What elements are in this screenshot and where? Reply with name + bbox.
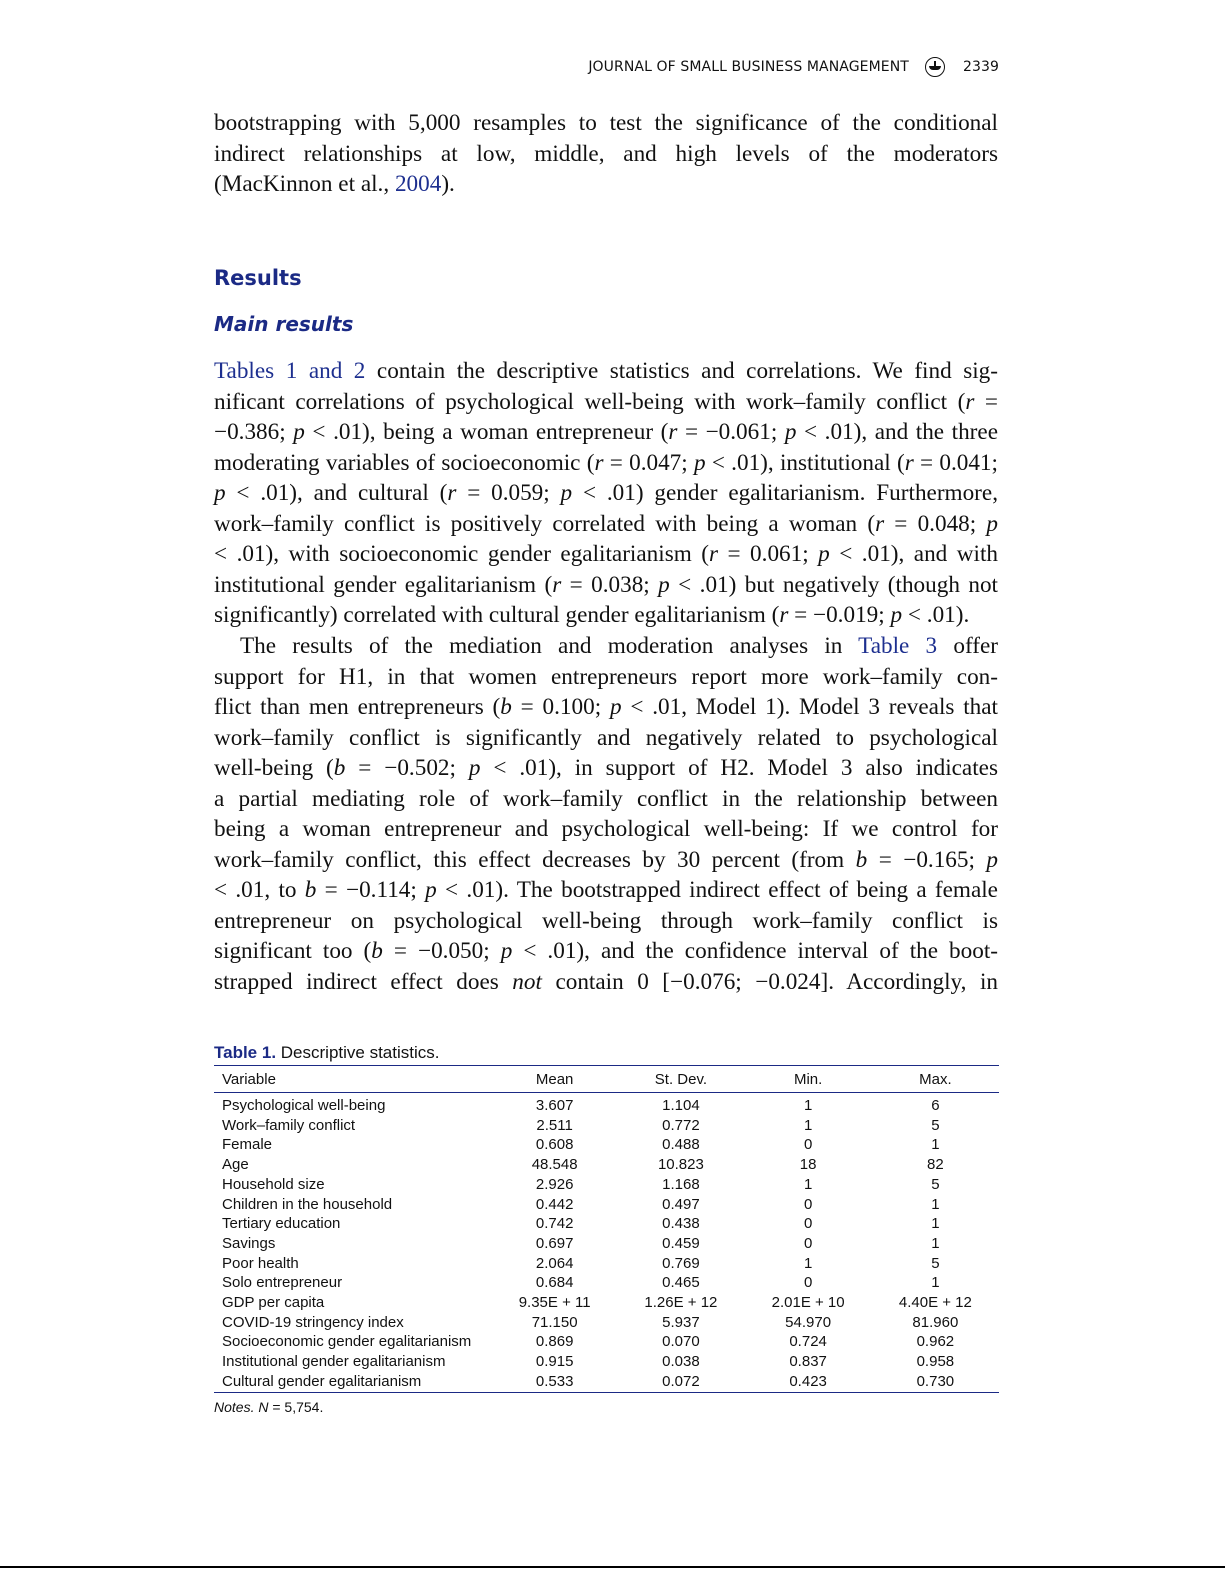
page-bottom-edge <box>0 1566 1225 1568</box>
table-cell: 54.970 <box>785 1313 832 1331</box>
table-cell: 0 <box>803 1215 813 1233</box>
citation-link[interactable]: Table 3 <box>858 633 938 659</box>
text-run: being a woman entrepreneur and psychological well-being: If we control for <box>214 816 998 842</box>
italic-symbol: p <box>693 449 706 476</box>
publisher-logo-icon <box>925 57 945 77</box>
text-run: nificant correlations of psychological well-being with work–family conflict ( <box>214 388 966 415</box>
table-cell: 2.511 <box>536 1116 573 1134</box>
text-run: significantly) correlated with cultural gender egalitarianism ( <box>214 602 780 628</box>
table-cell: 0.442 <box>535 1195 574 1213</box>
text-line <box>214 387 998 418</box>
text-run: = −0.061; <box>677 419 785 445</box>
table-cell: 3.607 <box>535 1097 574 1114</box>
text-run: flict than men entrepreneurs ( <box>214 694 501 720</box>
text-run: well-being ( <box>214 755 334 781</box>
text-run: = 0.048; <box>884 510 987 537</box>
italic-symbol: b <box>304 877 317 903</box>
text-line <box>214 417 998 448</box>
table-cell: 6 <box>931 1097 940 1114</box>
variable-name: Work–family conflict <box>222 1116 356 1134</box>
table-cell: 1 <box>803 1116 813 1134</box>
text-run: work–family conflict, this effect decreases by 30 percent (from <box>214 846 856 873</box>
variable-name: Female <box>222 1136 273 1154</box>
table-cell: 48.548 <box>531 1156 578 1174</box>
text-run: significant too ( <box>214 938 372 964</box>
italic-symbol: p <box>784 419 797 445</box>
table-row <box>214 1372 999 1392</box>
italic-symbol: p <box>890 602 903 628</box>
table-cell: 71.150 <box>531 1313 578 1331</box>
italic-symbol: r <box>779 602 789 628</box>
italic-symbol: p <box>658 571 670 598</box>
table-row <box>214 1155 999 1175</box>
italic-symbol: p <box>293 419 305 445</box>
variable-name: Psychological well-being <box>222 1097 386 1114</box>
text-line <box>214 478 998 509</box>
text-line <box>214 139 998 170</box>
table-row <box>214 1332 999 1352</box>
text-line <box>214 814 998 845</box>
table-row <box>214 1352 999 1372</box>
variable-name: COVID-19 stringency index <box>222 1313 404 1331</box>
table-cell: 10.823 <box>657 1156 704 1174</box>
text-line <box>214 539 998 570</box>
text-run: < .01), institutional ( <box>705 449 905 476</box>
variable-name: Cultural gender egalitarianism <box>222 1372 422 1390</box>
table-cell: 1 <box>931 1274 940 1292</box>
table-cell: 0.730 <box>916 1372 955 1390</box>
paragraph-mediation <box>214 631 998 997</box>
variable-name: Household size <box>222 1175 325 1193</box>
text-run: bootstrapping with 5,000 resamples to test the significance of the conditional <box>214 110 998 136</box>
table-cell: 0.772 <box>662 1116 700 1134</box>
table-cell: 0.962 <box>916 1333 955 1351</box>
table-cell: 0.070 <box>662 1333 700 1351</box>
table-row <box>214 1195 999 1215</box>
table-cell: 82 <box>927 1156 944 1174</box>
text-run: offer <box>937 633 998 659</box>
table-cell: 1.104 <box>662 1097 700 1114</box>
text-run: < .01). <box>902 602 970 628</box>
table-cell: 0.869 <box>535 1333 574 1351</box>
table-cell: 0 <box>803 1274 813 1292</box>
variable-name: Poor health <box>222 1254 299 1272</box>
text-line <box>214 356 998 387</box>
table-cell: 0.915 <box>535 1353 574 1371</box>
italic-symbol: b <box>371 938 383 964</box>
table-cell: 1 <box>931 1195 940 1213</box>
text-run: < .01, to <box>214 877 305 903</box>
text-run: = −0.502; <box>345 755 469 781</box>
italic-symbol: p <box>986 846 998 873</box>
table-cell: 4.40E + 12 <box>898 1294 972 1312</box>
text-run: work–family conflict is positively correlated with being a woman ( <box>214 510 876 537</box>
notes-label: Notes. N <box>214 1398 269 1415</box>
italic-symbol: p <box>425 877 437 903</box>
subsection-heading: Main results <box>214 312 354 336</box>
citation-link[interactable]: Tables 1 and 2 <box>214 358 366 384</box>
paragraph-descriptives <box>214 356 998 631</box>
paragraph-top <box>214 108 998 200</box>
table-cell: 2.01E + 10 <box>771 1294 845 1312</box>
variable-name: Socioeconomic gender egalitarianism <box>222 1333 472 1351</box>
section-heading: Results <box>214 266 302 290</box>
text-run: (MacKinnon et al., <box>214 171 395 197</box>
text-run: indirect relationships at low, middle, and high levels of the moderators <box>214 140 998 167</box>
italic-symbol: r <box>447 480 457 506</box>
table-cell: 0.459 <box>662 1234 700 1252</box>
table-notes <box>214 1399 999 1415</box>
table-row <box>214 1234 999 1254</box>
table-cell: 2.064 <box>535 1254 574 1272</box>
table-cell: 0.697 <box>535 1234 574 1252</box>
table-cell: 1.168 <box>662 1175 700 1193</box>
text-run: = −0.050; <box>382 938 501 964</box>
text-line <box>214 723 998 754</box>
table-cell: 0.533 <box>535 1372 574 1390</box>
table-cell: 0.742 <box>535 1215 574 1233</box>
table-cell: 0.724 <box>789 1333 827 1351</box>
italic-symbol: p <box>468 755 481 781</box>
table-row <box>214 1313 999 1333</box>
journal-title: JOURNAL OF SMALL BUSINESS MANAGEMENT <box>588 59 909 75</box>
text-run: strapped indirect effect does <box>214 968 513 995</box>
text-run: The results of the mediation and moderation analyses in <box>240 633 859 659</box>
text-run: = 0.100; <box>511 694 610 720</box>
descriptive-statistics-table <box>214 1040 999 1415</box>
table-cell: 18 <box>799 1156 817 1174</box>
table-cell: 5 <box>931 1175 940 1193</box>
text-run: = <box>974 388 999 415</box>
text-run: moderating variables of socioeconomic ( <box>214 449 595 476</box>
text-line <box>214 662 998 693</box>
variable-name: Solo entrepreneur <box>222 1274 343 1292</box>
variable-name: Age <box>222 1156 249 1174</box>
text-run: < .01), and cultural ( <box>225 480 448 506</box>
table-cell: 1.26E + 12 <box>644 1294 718 1312</box>
citation-link[interactable]: 2004 <box>394 171 442 197</box>
italic-symbol: b <box>855 846 868 873</box>
italic-symbol: b <box>333 755 346 781</box>
text-line <box>214 108 998 139</box>
text-line <box>214 875 998 906</box>
table-cell: 0.837 <box>789 1353 827 1371</box>
table-row <box>214 1116 999 1136</box>
table-row <box>214 1175 999 1195</box>
text-run: ). <box>441 171 455 197</box>
table-cell: 1 <box>803 1254 813 1272</box>
table-label: Table 1. <box>214 1043 277 1062</box>
notes-value: = 5,754. <box>268 1398 324 1415</box>
column-header: Mean <box>535 1070 574 1088</box>
table-cell: 0.072 <box>662 1372 700 1390</box>
text-line <box>214 845 998 876</box>
text-run: contain the descriptive statistics and correlations. We find sig- <box>365 358 998 384</box>
table-cell: 5 <box>931 1254 940 1272</box>
column-header: Variable <box>222 1070 276 1088</box>
table-row <box>214 1214 999 1234</box>
italic-symbol: r <box>875 510 885 537</box>
text-run: = 0.038; <box>561 571 659 598</box>
table-cell: 1 <box>931 1136 940 1154</box>
table-cell: 5.937 <box>662 1313 700 1331</box>
text-run: work–family conflict is significantly and negatively related to psychological <box>214 724 998 751</box>
text-run: < .01), with socioeconomic gender egalitarianism ( <box>214 541 709 567</box>
table-cell: 1 <box>931 1234 940 1252</box>
text-line <box>214 967 998 998</box>
text-run: < .01) but negatively (though not <box>669 571 998 598</box>
table-cell: 1 <box>931 1215 940 1233</box>
text-run: = 0.047; <box>603 449 694 476</box>
table-cell: 0.497 <box>662 1195 700 1213</box>
table-cell: 0.608 <box>535 1136 574 1154</box>
table-cell: 0.423 <box>789 1372 827 1390</box>
table-cell: 81.960 <box>912 1313 959 1331</box>
text-run: < .01), and with <box>829 541 998 567</box>
text-line <box>214 169 998 200</box>
variable-name: Children in the household <box>222 1195 393 1213</box>
italic-symbol: p <box>986 510 998 537</box>
italic-symbol: b <box>500 694 512 720</box>
text-line <box>214 600 998 631</box>
text-run: < .01) gender egalitarianism. Furthermore, <box>572 480 998 506</box>
text-line <box>214 906 998 937</box>
text-run: entrepreneur on psychological well-being through work–family conflict is <box>214 907 998 934</box>
text-run: < .01), being a woman entrepreneur ( <box>304 419 669 445</box>
italic-symbol: r <box>965 388 975 415</box>
italic-symbol: p <box>818 541 830 567</box>
text-line <box>214 753 998 784</box>
table-cell: 0.438 <box>662 1215 700 1233</box>
italic-symbol: p <box>560 480 573 506</box>
table-cell: 5 <box>931 1116 940 1134</box>
italic-symbol: r <box>904 449 914 476</box>
text-line <box>214 509 998 540</box>
column-header: Min. <box>793 1070 823 1088</box>
table-caption <box>214 1040 999 1065</box>
table-cell: 0.684 <box>535 1274 574 1292</box>
text-run: < .01), and the three <box>796 419 998 445</box>
page-number: 2339 <box>962 59 999 75</box>
table-cell: 0.038 <box>662 1353 700 1371</box>
column-header: St. Dev. <box>654 1070 708 1088</box>
text-run: = 0.041; <box>913 449 998 476</box>
text-line <box>214 692 998 723</box>
text-run: −0.386; <box>214 419 294 445</box>
table-cell: 1 <box>803 1097 813 1114</box>
text-run: < .01, Model 1). Model 3 reveals that <box>621 694 998 720</box>
running-header <box>588 57 999 77</box>
table-row <box>214 1093 999 1116</box>
table-row <box>214 1254 999 1274</box>
table-cell: 1 <box>803 1175 813 1193</box>
table-cell: 0 <box>803 1195 813 1213</box>
table-title: Descriptive statistics. <box>276 1043 440 1062</box>
table-row <box>214 1273 999 1293</box>
italic-symbol: p <box>500 938 513 964</box>
text-run: = 0.059; <box>456 480 561 506</box>
text-run: < .01). The bootstrapped indirect effect of being a female <box>436 877 998 903</box>
table-cell: 0.488 <box>662 1136 700 1154</box>
text-run: < .01), and the confidence interval of the boot- <box>512 938 999 964</box>
table-row <box>214 1293 999 1313</box>
text-line <box>214 570 998 601</box>
text-run: = 0.061; <box>718 541 819 567</box>
italic-symbol: r <box>552 571 562 598</box>
table-cell: 0.465 <box>662 1274 700 1292</box>
text-run: = −0.114; <box>316 877 426 903</box>
variable-name: Savings <box>222 1234 276 1252</box>
table-cell: 0.958 <box>916 1353 955 1371</box>
text-line <box>214 448 998 479</box>
text-run: < .01), in support of H2. Model 3 also indicates <box>480 755 998 781</box>
variable-name: Tertiary education <box>222 1215 341 1233</box>
text-run: institutional gender egalitarianism ( <box>214 571 553 598</box>
table-row <box>214 1135 999 1155</box>
text-run: contain 0 [−0.076; −0.024]. Accordingly, in <box>541 968 998 995</box>
text-line <box>214 784 998 815</box>
text-line <box>214 936 998 967</box>
italic-symbol: not <box>512 968 542 995</box>
text-run: = −0.019; <box>788 602 891 628</box>
variable-name: GDP per capita <box>222 1294 325 1312</box>
italic-symbol: p <box>609 694 622 720</box>
text-run: = −0.165; <box>867 846 987 873</box>
italic-symbol: r <box>708 541 718 567</box>
table-header-row <box>214 1066 999 1093</box>
column-header: Max. <box>919 1070 952 1088</box>
text-line <box>214 631 998 662</box>
italic-symbol: r <box>594 449 604 476</box>
text-run: support for H1, in that women entrepreneurs report more work–family con- <box>214 663 998 690</box>
text-run: a partial mediating role of work–family conflict in the relationship between <box>214 785 998 812</box>
italic-symbol: p <box>214 480 226 506</box>
table-cell: 9.35E + 11 <box>518 1294 591 1312</box>
table-cell: 0 <box>803 1234 813 1252</box>
table-cell: 0 <box>803 1136 813 1154</box>
table-cell: 0.769 <box>662 1254 700 1272</box>
variable-name: Institutional gender egalitarianism <box>222 1353 446 1371</box>
italic-symbol: r <box>668 419 678 445</box>
table-cell: 2.926 <box>535 1175 574 1193</box>
